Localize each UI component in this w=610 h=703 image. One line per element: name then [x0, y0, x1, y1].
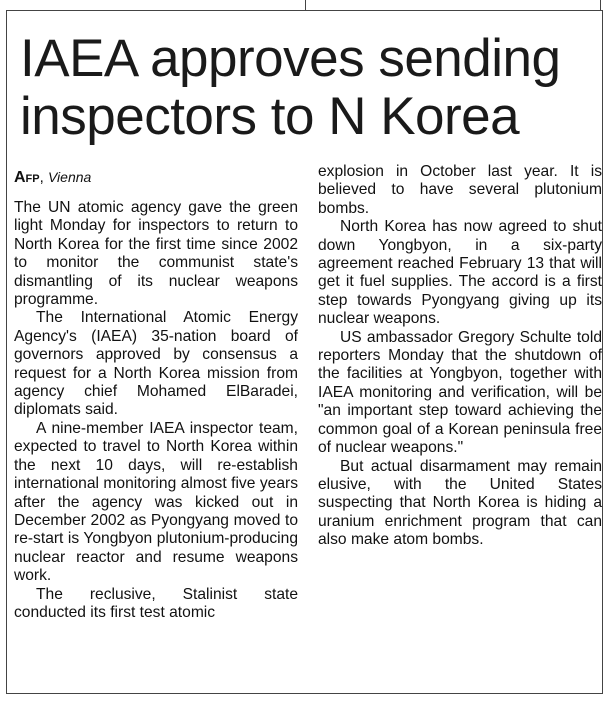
paragraph-continued: explosion in October last year. It is believed to have several plutonium bombs.	[318, 163, 602, 217]
headline	[20, 30, 595, 146]
byline-agency: Afp	[14, 169, 40, 186]
paragraph: US ambassador Gregory Schulte told reporters Monday that the shutdown of the facilities at Yongbyon, together with IAEA monitoring and verification, will be "an important step toward achieving the common goal of a Korean peninsula free of nuclear weapons."	[318, 328, 602, 457]
paragraph: The UN atomic agency gave the green light Monday for inspectors to return to North Korea for the first time since 2002 to monitor the communist state's dismantling of its nuclear weapons programme.	[14, 199, 298, 309]
headline-line-1: IAEA approves sending	[20, 29, 561, 88]
paragraph: But actual disarmament may remain elusive, with the United States suspecting that North Korea is hiding a uranium enrichment program that can also make atom bombs.	[318, 457, 602, 549]
top-crop-marks	[0, 0, 610, 10]
crop-mark	[600, 0, 601, 10]
headline-line-2: inspectors to N Korea	[20, 87, 520, 146]
paragraph: The International Atomic Energy Agency's (IAEA) 35-nation board of governors approved by consensus a request for a North Korea mission from agency chief Mohamed ElBaradei, diplomats said.	[14, 309, 298, 419]
paragraph: North Korea has now agreed to shut down Yongbyon, in a six-party agreement reached February 13 that will get it fuel supplies. The accord is a first step towards Pyongyang giving up its nuclear weapons.	[318, 218, 602, 328]
byline-place: Vienna	[47, 169, 92, 185]
article-column-left	[14, 168, 298, 622]
paragraph: The reclusive, Stalinist state conducted its first test atomic	[14, 585, 298, 621]
crop-mark	[305, 0, 306, 10]
paragraph: A nine-member IAEA inspector team, expected to travel to North Korea within the next 10 days, will re-establish international monitoring almost five years after the agency was kicked out in December 2002 as Pyongyang moved to re-start is Yongbyon plutonium-producing nuclear reactor and resume weapons work.	[14, 419, 298, 585]
article-column-right	[318, 163, 602, 550]
byline: Afp, Vienna	[14, 169, 92, 186]
